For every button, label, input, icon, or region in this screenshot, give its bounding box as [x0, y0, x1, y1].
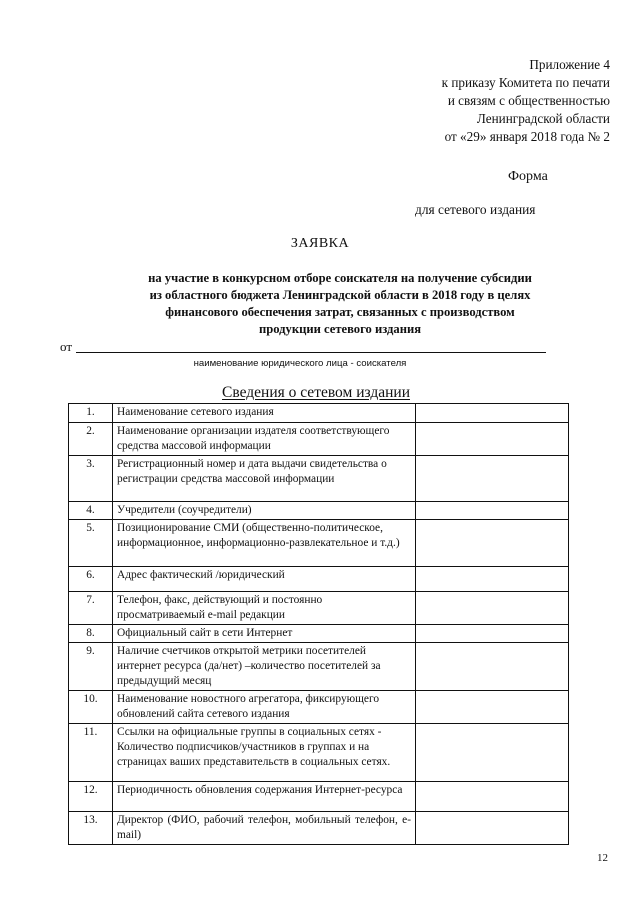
table-row	[69, 782, 569, 812]
row-number: 7.	[69, 592, 113, 625]
document-subtitle	[120, 270, 560, 338]
appendix-line: от «29» января 2018 года № 2	[444, 129, 610, 144]
section-heading: Сведения о сетевом издании	[222, 384, 410, 401]
form-label: Форма	[508, 169, 548, 184]
appendix-line: к приказу Комитета по печати	[441, 75, 610, 90]
table-row	[69, 404, 569, 423]
row-number: 2.	[69, 423, 113, 456]
row-value-cell	[416, 592, 569, 625]
table-row	[69, 567, 569, 592]
row-value-cell	[416, 502, 569, 520]
row-label: Адрес фактический /юридический	[113, 567, 416, 592]
row-value-cell	[416, 567, 569, 592]
row-label: Директор (ФИО, рабочий телефон, мобильный телефон, e-mail)	[113, 812, 416, 845]
applicant-name-caption: наименование юридического лица - соискателя	[193, 358, 407, 369]
row-number: 10.	[69, 691, 113, 724]
row-number: 6.	[69, 567, 113, 592]
appendix-line: и связям с общественностью	[447, 93, 610, 108]
subtitle-line: на участие в конкурсном отборе соискателя на получение субсидии	[148, 271, 532, 285]
subtitle-line: финансового обеспечения затрат, связанных с производством	[165, 305, 515, 319]
row-value-cell	[416, 404, 569, 423]
appendix-line: Приложение 4	[529, 57, 610, 72]
row-number: 11.	[69, 724, 113, 782]
row-label: Учредители (соучредители)	[113, 502, 416, 520]
row-number: 9.	[69, 643, 113, 691]
table-row	[69, 456, 569, 502]
row-number: 13.	[69, 812, 113, 845]
row-label: Наименование сетевого издания	[113, 404, 416, 423]
table-row	[69, 520, 569, 567]
row-number: 12.	[69, 782, 113, 812]
row-number: 5.	[69, 520, 113, 567]
row-value-cell	[416, 691, 569, 724]
row-label: Телефон, факс, действующий и постоянно просматриваемый e-mail редакции	[113, 592, 416, 625]
row-value-cell	[416, 520, 569, 567]
info-table	[68, 403, 569, 845]
table-row	[69, 812, 569, 845]
row-value-cell	[416, 643, 569, 691]
appendix-block	[442, 56, 610, 146]
table-row	[69, 691, 569, 724]
table-row	[69, 592, 569, 625]
table-row	[69, 643, 569, 691]
applicant-name-line	[76, 352, 546, 353]
page-number: 12	[597, 852, 608, 864]
document-title: ЗАЯВКА	[290, 236, 350, 251]
table-row	[69, 724, 569, 782]
row-value-cell	[416, 456, 569, 502]
row-number: 4.	[69, 502, 113, 520]
row-number: 3.	[69, 456, 113, 502]
row-label: Периодичность обновления содержания Интернет-ресурса	[113, 782, 416, 812]
row-number: 1.	[69, 404, 113, 423]
table-row	[69, 625, 569, 643]
row-value-cell	[416, 724, 569, 782]
row-label: Позиционирование СМИ (общественно-политическое, информационное, информационно-развлекательное и т.д.)	[113, 520, 416, 567]
row-label: Регистрационный номер и дата выдачи свидетельства о регистрации средства массовой информации	[113, 456, 416, 502]
row-value-cell	[416, 423, 569, 456]
form-for-label: для сетевого издания	[415, 202, 536, 217]
row-label: Наименование новостного агрегатора, фиксирующего обновлений сайта сетевого издания	[113, 691, 416, 724]
row-value-cell	[416, 812, 569, 845]
row-label: Наличие счетчиков открытой метрики посетителей интернет ресурса (да/нет) –количество посетителей за предыдущий месяц	[113, 643, 416, 691]
row-value-cell	[416, 625, 569, 643]
row-label: Официальный сайт в сети Интернет	[113, 625, 416, 643]
subtitle-line: из областного бюджета Ленинградской области в 2018 году в целях	[149, 288, 531, 302]
subtitle-line: продукции сетевого издания	[258, 322, 422, 336]
appendix-line: Ленинградской области	[476, 111, 610, 126]
row-number: 8.	[69, 625, 113, 643]
row-label: Наименование организации издателя соответствующего средства массовой информации	[113, 423, 416, 456]
table-row	[69, 502, 569, 520]
from-label: от	[60, 339, 73, 354]
table-row	[69, 423, 569, 456]
row-label: Ссылки на официальные группы в социальных сетях - Количество подписчиков/участников в группах и на страницах ваших представительств в социальных сетях.	[113, 724, 416, 782]
row-value-cell	[416, 782, 569, 812]
